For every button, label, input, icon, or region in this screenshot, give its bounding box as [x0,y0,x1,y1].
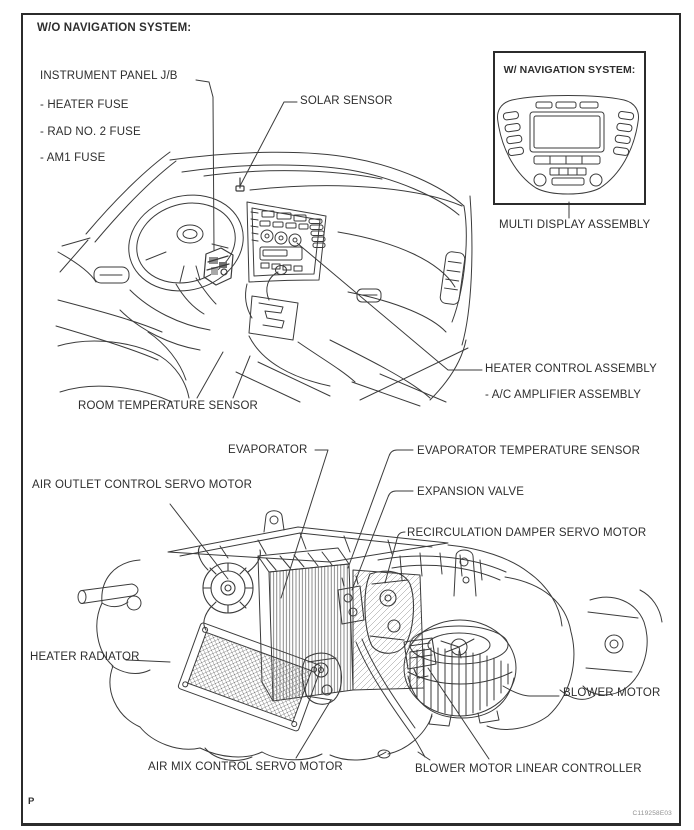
page-marker: P [28,796,35,807]
label-solar-sensor: SOLAR SENSOR [300,95,393,107]
nav-inset-title: W/ NAVIGATION SYSTEM: [503,64,636,76]
dashboard-drawing [56,152,472,406]
leader-instrument-panel-jb [196,80,214,250]
nav-inset-box [493,51,646,205]
label-heater-fuse: - HEATER FUSE [40,99,129,111]
leader-room-temperature-sensor [197,352,250,398]
label-am1-fuse: - AM1 FUSE [40,152,106,164]
leader-air-outlet-servo [170,504,228,579]
label-evaporator: EVAPORATOR [228,444,308,456]
right-vent-icon [439,251,465,305]
figure-code: C119258E03 [632,810,672,817]
label-air-outlet-control-servo-motor: AIR OUTLET CONTROL SERVO MOTOR [32,479,253,491]
figure-title: W/O NAVIGATION SYSTEM: [37,22,192,34]
label-rad-no-2-fuse: - RAD NO. 2 FUSE [40,126,141,138]
label-blower-motor: BLOWER MOTOR [563,687,661,699]
label-air-mix-control-servo-motor: AIR MIX CONTROL SERVO MOTOR [148,761,343,773]
label-instrument-panel-jb: INSTRUMENT PANEL J/B [40,70,178,82]
label-ac-amplifier-assembly: - A/C AMPLIFIER ASSEMBLY [485,389,642,401]
label-heater-radiator: HEATER RADIATOR [30,651,140,663]
label-expansion-valve: EXPANSION VALVE [417,486,525,498]
label-evaporator-temperature-sensor: EVAPORATOR TEMPERATURE SENSOR [417,445,641,457]
gear-shifter-drawing [246,266,355,387]
label-blower-motor-linear-controller: BLOWER MOTOR LINEAR CONTROLLER [415,763,642,775]
air-outlet-servo-drawing [198,546,260,630]
label-multi-display-assembly: MULTI DISPLAY ASSEMBLY [499,219,651,231]
leader-solar-sensor [240,102,297,186]
label-heater-control-assembly: HEATER CONTROL ASSEMBLY [485,363,657,375]
hvac-assembly-drawing [78,511,662,761]
label-recirculation-damper-servo-motor: RECIRCULATION DAMPER SERVO MOTOR [407,527,647,539]
leader-air-mix-servo [296,700,331,758]
label-room-temperature-sensor: ROOM TEMPERATURE SENSOR [78,400,259,412]
